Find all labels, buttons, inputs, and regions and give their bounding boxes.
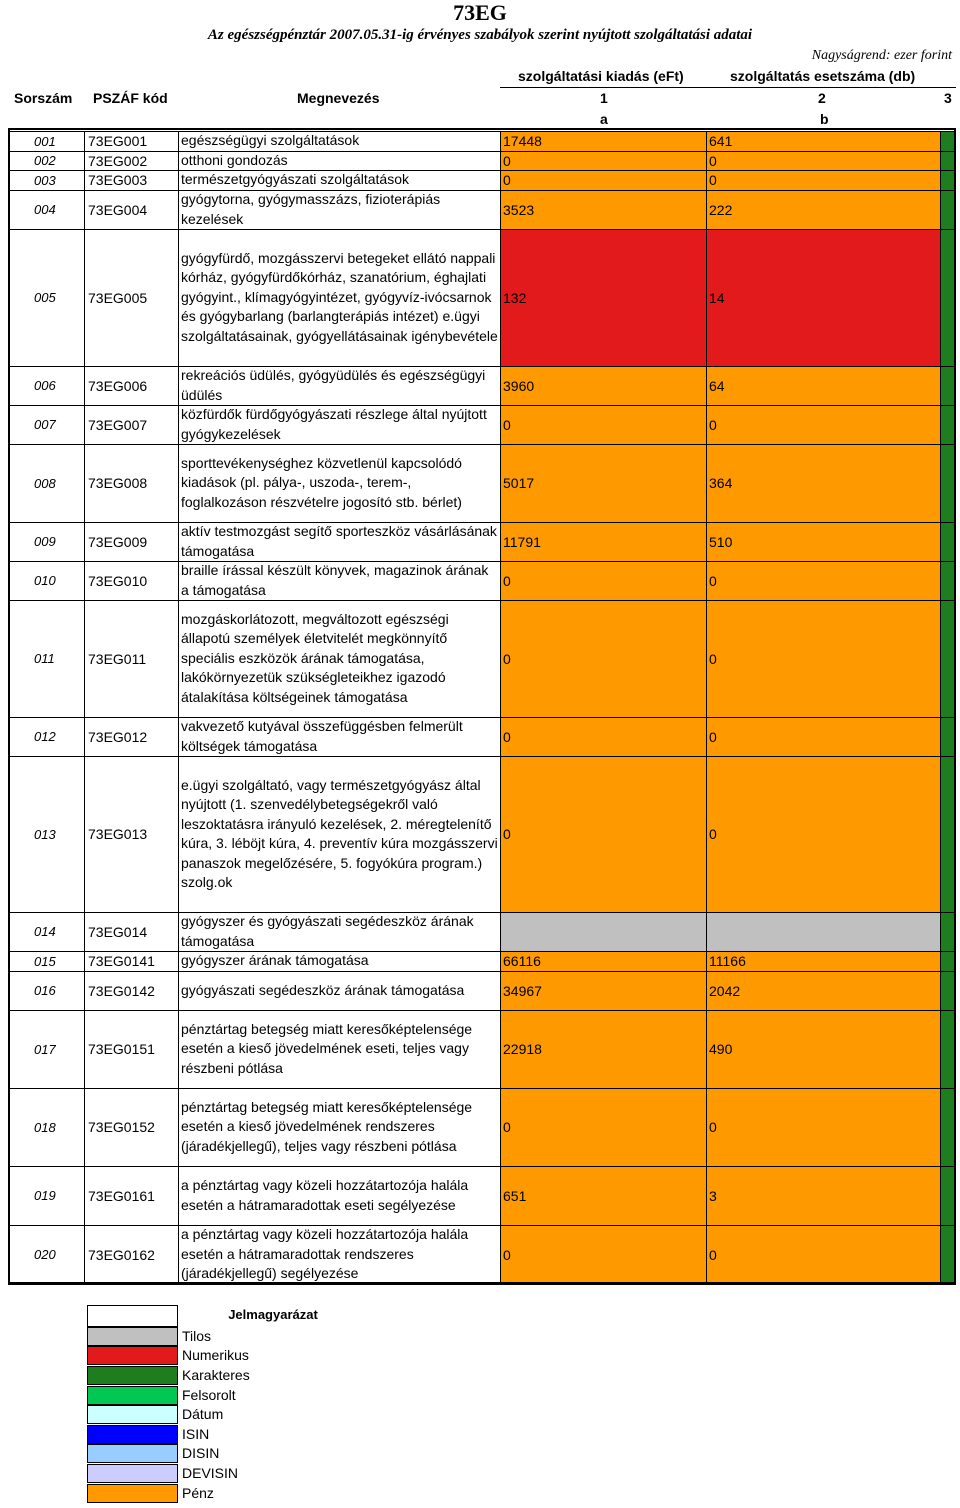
col-header-kiadas: szolgáltatási kiadás (eFt) — [518, 68, 684, 84]
col-divider — [940, 229, 941, 366]
value-a: 22918 — [503, 1041, 542, 1057]
cell-c-fill — [940, 1225, 956, 1284]
value-b: 11166 — [709, 953, 746, 969]
col-divider — [940, 366, 941, 405]
value-a: 651 — [503, 1187, 527, 1204]
cell-c-fill — [940, 1088, 956, 1166]
cell-c-fill — [940, 756, 956, 912]
row-name: gyógyfürdő, mozgásszervi betegeket ellátó nappali kórház, gyógyfürdőkórház, szanatórium, éghajlati gyógyint., klímagyógyintézet, gyógyvíz-ivócsarnok és gyógybarlang (barlangterápiás intézet) e.ügyi szolgáltatásainak, gyógyellátásainak igénybevétele — [181, 249, 498, 344]
value-b: 0 — [709, 728, 717, 745]
cell-c-fill — [940, 522, 956, 561]
col-divider — [940, 951, 941, 971]
value-a: 34967 — [503, 982, 542, 999]
value-b: 364 — [709, 475, 733, 491]
row-number: 010 — [34, 573, 56, 588]
legend-label: ISIN — [182, 1426, 210, 1442]
value-b: 0 — [709, 172, 717, 188]
col-divider — [940, 444, 941, 522]
row-code: 73EG006 — [88, 377, 148, 394]
row-code: 73EG003 — [88, 172, 148, 188]
col-header-pszaf: PSZÁF kód — [93, 90, 168, 106]
cell-c-fill — [940, 131, 956, 151]
value-b: 0 — [709, 650, 717, 667]
row-code: 73EG0162 — [88, 1246, 155, 1263]
cell-c-fill — [940, 912, 956, 951]
value-b: 0 — [709, 1246, 717, 1263]
row-name: rekreációs üdülés, gyógyüdülés és egészségügyi üdülés — [181, 367, 486, 403]
cell-c-fill — [940, 1166, 956, 1225]
cell-c-fill — [940, 151, 956, 170]
row-name: mozgáskorlátozott, megváltozott egészségi állapotú személyek életvitelét megkönnyítő speciális eszközök árának támogatása, lakókörnyezetük szükségleteikhez igazodó átalakítása költségeinek támogatása — [181, 610, 449, 705]
row-code: 73EG005 — [88, 289, 148, 306]
row-number: 016 — [34, 983, 56, 998]
value-a: 0 — [503, 650, 511, 667]
unit-note: Nagyságrend: ezer forint — [811, 48, 952, 63]
row-code: 73EG004 — [88, 201, 148, 218]
row-code: 73EG0152 — [88, 1119, 155, 1135]
cell-c-fill — [940, 229, 956, 366]
col-header-sorszam: Sorszám — [14, 90, 73, 106]
legend-swatch — [87, 1346, 178, 1365]
row-code: 73EG0151 — [88, 1041, 155, 1057]
col-header-esetszam: szolgáltatás esetszáma (db) — [730, 68, 916, 84]
value-b: 641 — [709, 133, 733, 149]
col-divider — [940, 170, 941, 190]
page-code-title: 73EG — [453, 0, 507, 25]
row-code: 73EG0141 — [88, 953, 155, 969]
col-divider — [940, 405, 941, 444]
header-divider — [500, 87, 956, 88]
row-name: közfürdők fürdőgyógyászati részlege által nyújtott gyógykezelések — [181, 406, 487, 442]
row-code: 73EG010 — [88, 572, 148, 589]
col-divider — [940, 600, 941, 717]
value-b: 0 — [709, 152, 717, 169]
row-name: gyógyászati segédeszköz árának támogatása — [181, 981, 465, 998]
value-a: 66116 — [503, 953, 541, 969]
table-bottom-border — [8, 1283, 956, 1285]
row-name: gyógyszer árának támogatása — [181, 952, 369, 969]
col-divider — [940, 717, 941, 756]
legend-label: DISIN — [182, 1445, 220, 1461]
col-divider — [940, 131, 941, 151]
row-number: 003 — [34, 172, 56, 188]
row-code: 73EG0161 — [88, 1187, 155, 1204]
col-divider — [940, 912, 941, 951]
col-divider — [940, 522, 941, 561]
value-a: 11791 — [503, 533, 541, 550]
legend-label: Felsorolt — [182, 1387, 236, 1403]
row-number: 020 — [34, 1247, 56, 1262]
col-header-letter-a: a — [600, 111, 608, 127]
row-number: 014 — [34, 924, 56, 939]
row-name: braille írással készült könyvek, magazinok árának a támogatása — [181, 562, 489, 598]
row-number: 019 — [34, 1188, 56, 1203]
legend-swatch — [87, 1444, 178, 1463]
value-a: 0 — [503, 728, 511, 745]
value-a: 0 — [503, 416, 511, 433]
row-name: otthoni gondozás — [181, 151, 288, 168]
row-number: 008 — [34, 475, 56, 491]
legend-swatch — [87, 1464, 178, 1483]
legend-label: Karakteres — [182, 1367, 250, 1383]
row-code: 73EG008 — [88, 475, 148, 491]
value-b — [706, 912, 940, 951]
value-b: 3 — [709, 1187, 717, 1204]
value-a: 132 — [503, 289, 527, 306]
value-a: 0 — [503, 1119, 511, 1135]
row-number: 012 — [34, 729, 56, 744]
legend-label: Tilos — [182, 1328, 212, 1344]
legend-swatch — [87, 1405, 178, 1424]
legend-label: Pénz — [182, 1485, 214, 1501]
row-name: aktív testmozgást segítő sporteszköz vásárlásának támogatása — [181, 523, 497, 559]
col-divider — [940, 971, 941, 1010]
cell-c-fill — [940, 600, 956, 717]
row-number: 001 — [34, 133, 56, 149]
row-number: 011 — [34, 651, 55, 666]
value-b: 222 — [709, 201, 733, 218]
row-number: 004 — [34, 202, 56, 217]
value-a — [500, 912, 706, 951]
value-b: 2042 — [709, 982, 741, 999]
row-name: vakvezető kutyával összefüggésben felmerült költségek támogatása — [181, 718, 463, 754]
value-a: 0 — [503, 572, 511, 589]
row-name: e.ügyi szolgáltató, vagy természetgyógyász által nyújtott (1. szenvedélybetegségekről való leszoktatásra irányuló kezelések, 2. méregtelenítő kúra, 3. léböjt kúra, 4. preventív kúra mozgásszervi panaszok megelőzésére, 5. fogyókúra program.) szolg.ok — [181, 776, 498, 890]
row-name: pénztártag betegség miatt keresőképtelensége esetén a kieső jövedelmének rendszeres (járadékjellegű), teljes vagy részbeni pótlása — [181, 1098, 473, 1154]
row-code: 73EG013 — [88, 826, 148, 842]
row-number: 013 — [34, 826, 56, 842]
value-a: 3523 — [503, 201, 535, 218]
row-name: egészségügyi szolgáltatások — [181, 132, 360, 149]
legend-swatch — [87, 1484, 178, 1503]
col-divider — [940, 756, 941, 912]
cell-c-fill — [940, 561, 956, 600]
row-number: 002 — [34, 153, 56, 168]
row-name: természetgyógyászati szolgáltatások — [181, 171, 409, 188]
row-number: 015 — [34, 953, 56, 969]
col-divider — [940, 1166, 941, 1225]
legend-swatch — [87, 1327, 178, 1346]
value-b: 510 — [709, 533, 733, 550]
col-header-num-3: 3 — [944, 90, 952, 106]
col-header-letter-b: b — [820, 111, 829, 127]
row-code: 73EG011 — [88, 650, 147, 667]
row-name: sporttevékenységhez közvetlenül kapcsolódó kiadások (pl. pálya-, uszoda-, terem-, foglalkozáson részvételre jogosító stb. bérlet) — [181, 454, 462, 510]
row-code: 73EG014 — [88, 923, 148, 940]
row-code: 73EG001 — [88, 133, 148, 149]
legend-label: Dátum — [182, 1406, 224, 1422]
value-b: 0 — [709, 1119, 717, 1135]
col-divider — [940, 1010, 941, 1088]
cell-c-fill — [940, 405, 956, 444]
cell-c-fill — [940, 170, 956, 190]
legend-swatch — [87, 1366, 178, 1385]
value-a: 3960 — [503, 377, 535, 394]
col-divider — [940, 1088, 941, 1166]
value-b: 14 — [709, 289, 725, 306]
row-name: a pénztártag vagy közeli hozzátartozója halála esetén a hátramaradottak rendszeres (járadékjellegű) segélyezése — [181, 1226, 469, 1282]
page-subtitle: Az egészségpénztár 2007.05.31-ig érvényes szabályok szerint nyújtott szolgáltatási adatai — [207, 27, 753, 43]
row-code: 73EG009 — [88, 533, 148, 550]
cell-c-fill — [940, 951, 956, 971]
legend-swatch — [87, 1386, 178, 1405]
row-code: 73EG007 — [88, 416, 148, 433]
cell-c-fill — [940, 717, 956, 756]
col-divider — [940, 190, 941, 229]
legend-label: Numerikus — [182, 1347, 249, 1363]
legend-label: DEVISIN — [182, 1465, 239, 1481]
value-a: 0 — [503, 826, 511, 842]
value-a: 17448 — [503, 133, 542, 149]
row-name: gyógytorna, gyógymasszázs, fizioterápiás kezelések — [181, 191, 441, 227]
legend-header-box — [87, 1305, 178, 1327]
col-divider — [940, 151, 941, 170]
row-number: 005 — [34, 290, 56, 305]
cell-c-fill — [940, 1010, 956, 1088]
row-number: 018 — [34, 1119, 56, 1135]
cell-c-fill — [940, 444, 956, 522]
row-code: 73EG0142 — [88, 982, 155, 999]
col-divider — [940, 1225, 941, 1284]
row-name: pénztártag betegség miatt keresőképtelensége esetén a kieső jövedelmének eseti, teljes vagy részbeni pótlása — [181, 1020, 473, 1076]
row-number: 007 — [34, 417, 56, 432]
col-header-megnevezes: Megnevezés — [297, 90, 380, 106]
value-a: 5017 — [503, 475, 535, 491]
cell-c-fill — [940, 971, 956, 1010]
col-divider — [940, 561, 941, 600]
row-number: 006 — [34, 378, 56, 393]
value-b: 0 — [709, 572, 717, 589]
row-name: a pénztártag vagy közeli hozzátartozója halála esetén a hátramaradottak eseti segélyezése — [181, 1177, 469, 1213]
value-a: 0 — [503, 172, 511, 188]
col-header-num-2: 2 — [818, 90, 826, 106]
value-b: 64 — [709, 377, 725, 394]
row-code: 73EG002 — [88, 152, 148, 169]
row-number: 017 — [34, 1041, 56, 1057]
col-header-num-1: 1 — [600, 90, 608, 106]
legend-title: Jelmagyarázat — [228, 1307, 318, 1322]
row-name: gyógyszer és gyógyászati segédeszköz árának támogatása — [181, 913, 474, 949]
cell-c-fill — [940, 366, 956, 405]
value-b: 0 — [709, 826, 717, 842]
row-number: 009 — [34, 534, 56, 549]
value-a: 0 — [503, 1246, 511, 1263]
row-code: 73EG012 — [88, 728, 148, 745]
value-a: 0 — [503, 152, 511, 169]
cell-c-fill — [940, 190, 956, 229]
value-b: 490 — [709, 1041, 733, 1057]
value-b: 0 — [709, 416, 717, 433]
legend-swatch — [87, 1425, 178, 1444]
